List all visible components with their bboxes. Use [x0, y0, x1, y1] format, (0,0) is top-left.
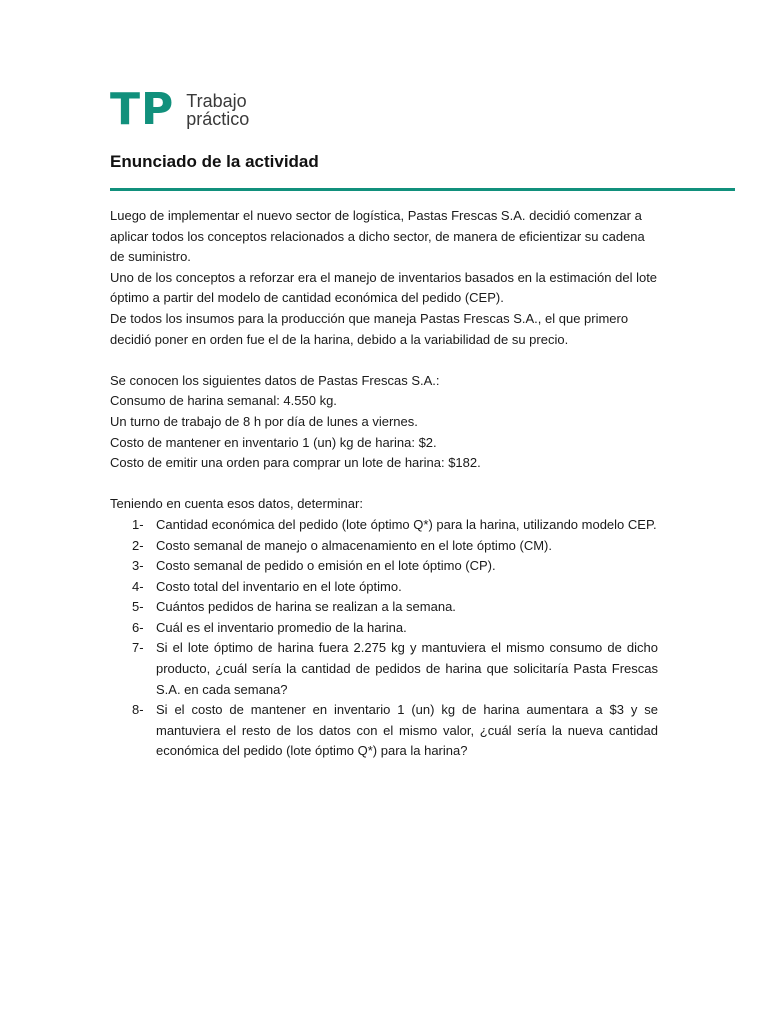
logo-label — [186, 92, 249, 128]
list-item — [110, 515, 658, 536]
heading-divider — [110, 188, 735, 191]
activity-statement — [110, 206, 658, 762]
spacer — [110, 350, 658, 371]
list-item-text: Cuántos pedidos de harina se realizan a la semana. — [156, 599, 456, 615]
list-item-number: 4- — [132, 578, 144, 594]
list-item-number: 8- — [132, 702, 144, 718]
list-item — [110, 597, 658, 618]
list-item-text: Costo semanal de pedido o emisión en el lote óptimo (CP). — [156, 558, 496, 574]
list-item-text: Costo total del inventario en el lote óptimo. — [156, 578, 402, 594]
data-line-shift: Un turno de trabajo de 8 h por día de lunes a viernes. — [110, 413, 418, 429]
list-item — [110, 577, 658, 598]
intro-paragraph-3: De todos los insumos para la producción que maneja Pastas Frescas S.A., el que primero decidió poner en orden fue el de la harina, debido a la variabilidad de su precio. — [110, 310, 629, 347]
list-item-number: 3- — [132, 558, 144, 574]
list-item — [110, 638, 658, 700]
list-item-text: Cantidad económica del pedido (lote óptimo Q*) para la harina, utilizando modelo CEP. — [156, 516, 657, 532]
list-item — [110, 556, 658, 577]
data-line-consumption: Consumo de harina semanal: 4.550 kg. — [110, 393, 337, 409]
list-item-text: Cuál es el inventario promedio de la harina. — [156, 619, 407, 635]
list-item-number: 7- — [132, 640, 144, 656]
logo-label-line1: Trabajo — [186, 91, 247, 111]
tp-logo — [110, 84, 250, 135]
list-item-number: 6- — [132, 619, 144, 635]
data-intro: Se conocen los siguientes datos de Pastas Frescas S.A.: — [110, 372, 440, 388]
list-item — [110, 700, 658, 762]
logo-label-line2: práctico — [186, 109, 250, 129]
data-line-order-cost: Costo de emitir una orden para comprar un lote de harina: $182. — [110, 455, 481, 471]
page-heading: Enunciado de la actividad — [110, 152, 319, 171]
list-item-number: 2- — [132, 537, 144, 553]
intro-paragraph-2: Uno de los conceptos a reforzar era el manejo de inventarios basados en la estimación del lote óptimo a partir del modelo de cantidad económica del pedido (CEP). — [110, 269, 658, 306]
list-item — [110, 618, 658, 639]
task-intro: Teniendo en cuenta esos datos, determinar: — [110, 496, 363, 512]
list-item-number: 1- — [132, 516, 144, 532]
list-item-text: Si el lote óptimo de harina fuera 2.275 kg y mantuviera el mismo consumo de dicho producto, ¿cuál sería la cantidad de pedidos de harina que solicitaría Pasta Frescas S.A. en cada semana? — [156, 640, 658, 697]
task-list — [110, 515, 658, 762]
list-item-text: Si el costo de mantener en inventario 1 (un) kg de harina aumentara a $3 y se mantuviera el resto de los datos con el mismo valor, ¿cuál sería la nueva cantidad económica del pedido (lote óptimo Q*) para la harina? — [156, 702, 658, 759]
list-item-number: 5- — [132, 599, 144, 615]
data-line-holding-cost: Costo de mantener en inventario 1 (un) kg de harina: $2. — [110, 434, 437, 450]
list-item — [110, 536, 658, 557]
spacer — [110, 474, 658, 495]
list-item-text: Costo semanal de manejo o almacenamiento en el lote óptimo (CM). — [156, 537, 552, 553]
intro-paragraph-1: Luego de implementar el nuevo sector de logística, Pastas Frescas S.A. decidió comenzar a aplicar todos los conceptos relacionados a dicho sector, de manera de eficientizar su cadena de suministro. — [110, 208, 645, 265]
logo-mark: TP — [110, 84, 175, 135]
